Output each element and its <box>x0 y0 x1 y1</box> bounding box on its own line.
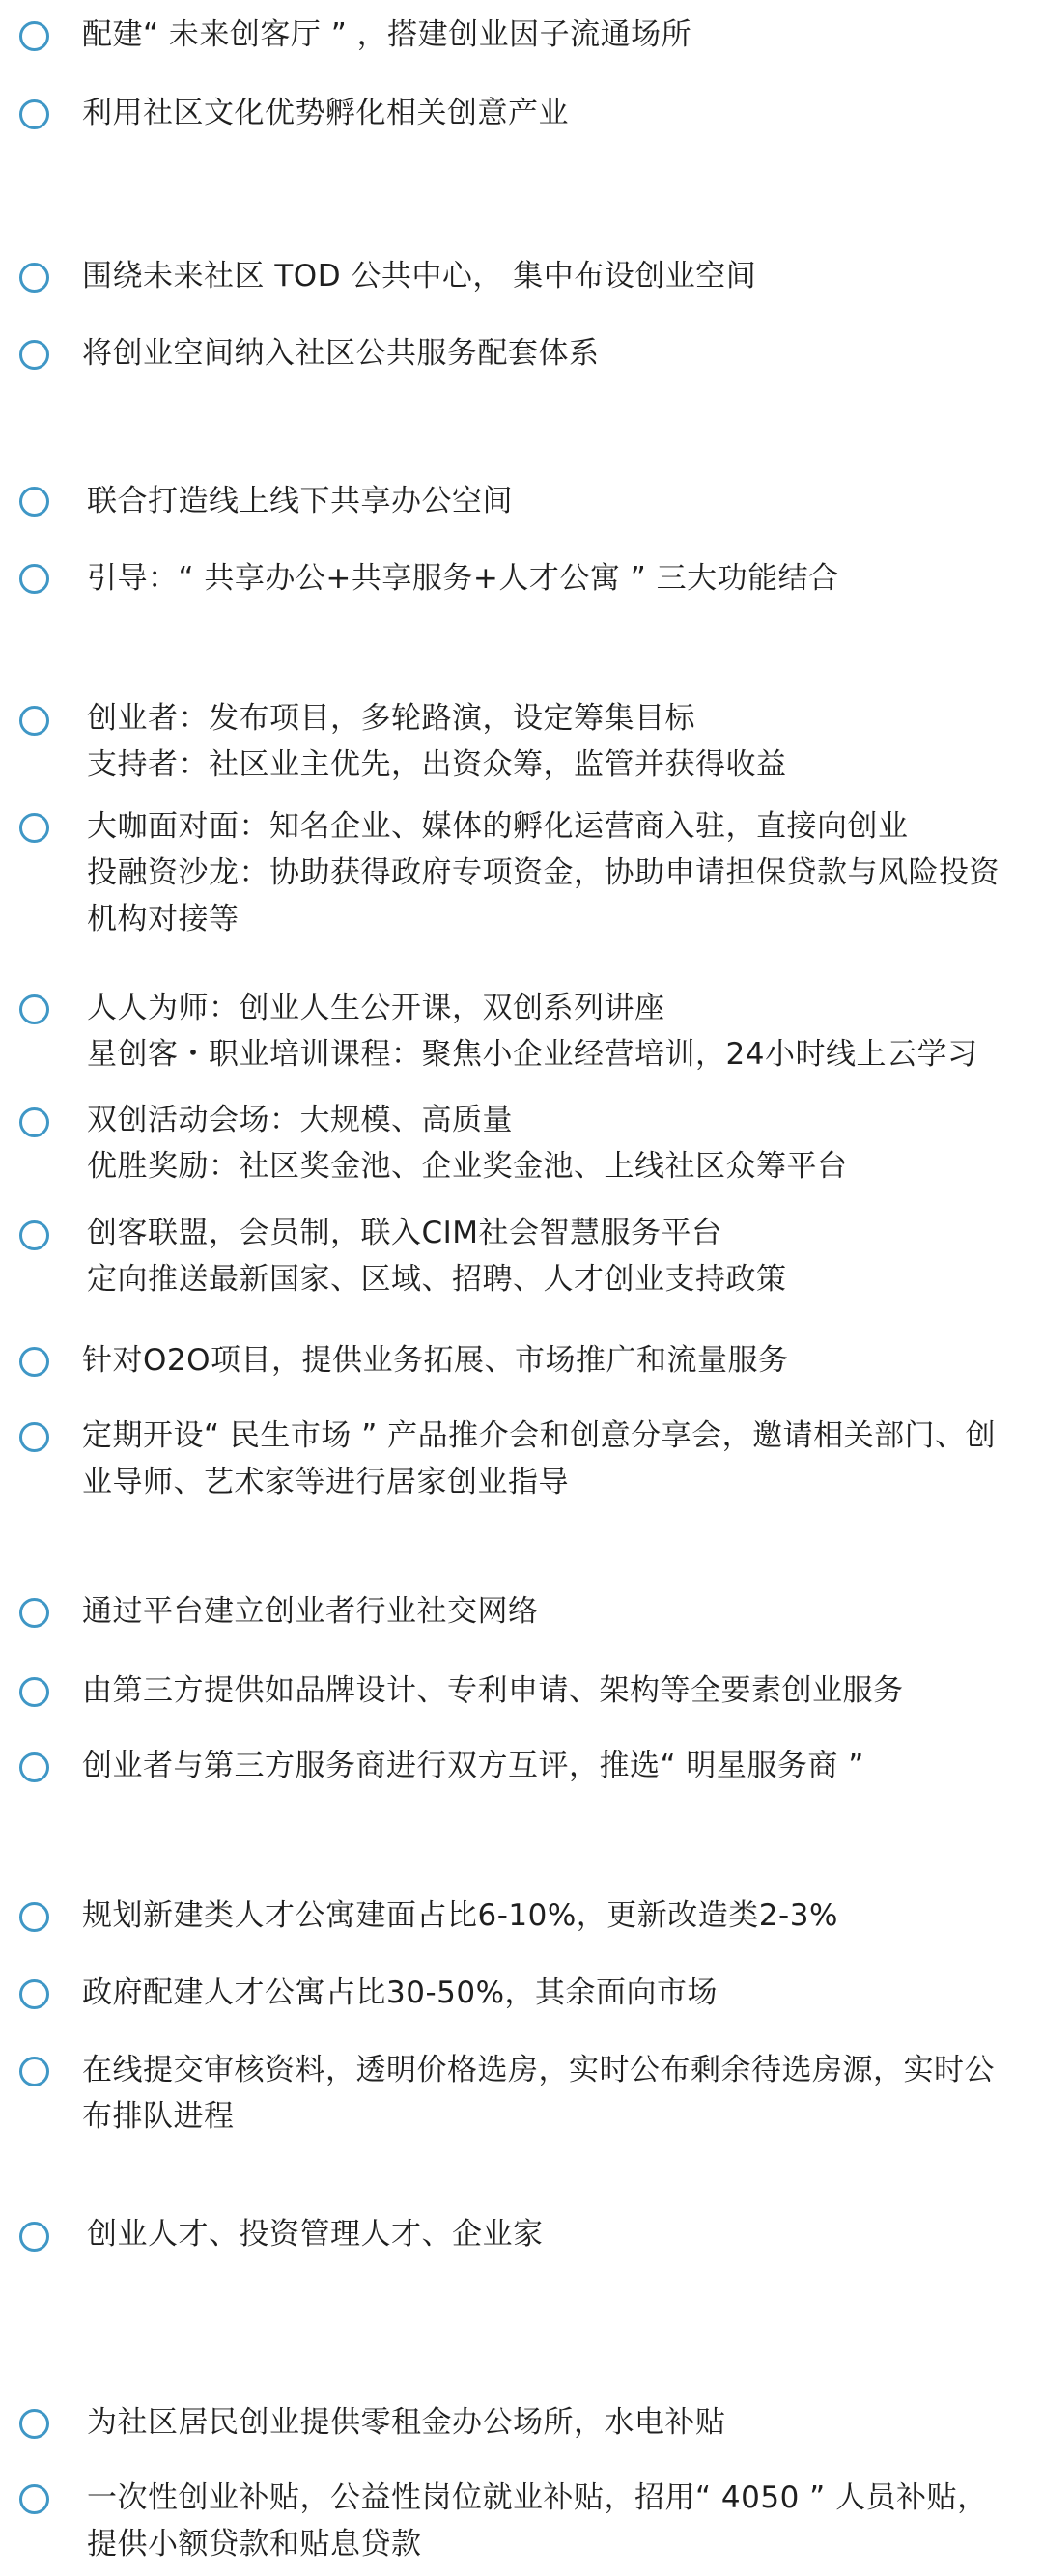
item-text-line: 优胜奖励：社区奖金池、企业奖金池、上线社区众筹平台 <box>87 1149 848 1184</box>
item-text <box>82 90 1033 136</box>
checkbox-circle-icon[interactable] <box>19 2409 49 2439</box>
item-text <box>87 803 1038 942</box>
checkbox-circle-icon[interactable] <box>19 99 49 129</box>
item-text <box>87 1097 1038 1190</box>
checkbox-circle-icon[interactable] <box>19 1422 49 1452</box>
item-text-line: 围绕未来社区 TOD 公共中心， 集中布设创业空间 <box>82 259 757 294</box>
checkbox-circle-icon[interactable] <box>19 2057 49 2086</box>
item-text <box>82 253 1033 299</box>
item-text <box>82 1667 1033 1714</box>
checkbox-circle-icon[interactable] <box>19 1220 49 1250</box>
item-text <box>87 695 1038 788</box>
item-text-line: 星创客・职业培训课程：聚焦小企业经营培训，24小时线上云学习 <box>87 1037 978 1072</box>
item-text-line: 创业人才、投资管理人才、企业家 <box>87 2217 544 2252</box>
checkbox-circle-icon[interactable] <box>19 263 49 293</box>
checkbox-circle-icon[interactable] <box>19 564 49 594</box>
item-text-line: 为社区居民创业提供零租金办公场所，水电补贴 <box>87 2405 726 2440</box>
checkbox-circle-icon[interactable] <box>19 1598 49 1628</box>
item-text-line: 通过平台建立创业者行业社交网络 <box>82 1594 539 1629</box>
item-text-line: 一次性创业补贴，公益性岗位就业补贴，招用“ 4050 ” 人员补贴， <box>87 2480 988 2515</box>
item-text-line: 人人为师：创业人生公开课，双创系列讲座 <box>87 991 665 1025</box>
item-text <box>82 1588 1033 1635</box>
item-text <box>82 330 1033 377</box>
checkbox-circle-icon[interactable] <box>19 340 49 370</box>
item-text <box>87 555 1038 602</box>
item-text-line: 投融资沙龙：协助获得政府专项资金，协助申请担保贷款与风险投资 <box>87 855 1000 890</box>
item-text <box>82 2047 1033 2140</box>
item-text <box>82 1337 1033 1384</box>
item-text-line: 将创业空间纳入社区公共服务配套体系 <box>82 336 600 371</box>
checkbox-circle-icon[interactable] <box>19 1752 49 1782</box>
item-text-line: 业导师、艺术家等进行居家创业指导 <box>82 1465 569 1499</box>
item-text-line: 机构对接等 <box>87 902 240 937</box>
checkbox-circle-icon[interactable] <box>19 1677 49 1707</box>
item-text <box>82 1413 1033 1505</box>
checkbox-circle-icon[interactable] <box>19 2222 49 2252</box>
checkbox-circle-icon[interactable] <box>19 1347 49 1377</box>
item-text-line: 创客联盟，会员制，联入CIM社会智慧服务平台 <box>87 1216 722 1250</box>
checkbox-circle-icon[interactable] <box>19 2484 49 2514</box>
item-text <box>87 478 1038 524</box>
checkbox-circle-icon[interactable] <box>19 1107 49 1137</box>
item-text-line: 利用社区文化优势孵化相关创意产业 <box>82 96 569 130</box>
item-text-line: 由第三方提供如品牌设计、专利申请、架构等全要素创业服务 <box>82 1673 904 1708</box>
item-text-line: 创业者：发布项目，多轮路演，设定筹集目标 <box>87 701 695 736</box>
item-text-line: 配建“ 未来创客厅 ” ，搭建创业因子流通场所 <box>82 17 692 52</box>
item-text-line: 双创活动会场：大规模、高质量 <box>87 1103 513 1137</box>
item-text-line: 定向推送最新国家、区域、招聘、人才创业支持政策 <box>87 1262 787 1297</box>
checkbox-circle-icon[interactable] <box>19 1979 49 2009</box>
item-text-line: 大咖面对面：知名企业、媒体的孵化运营商入驻，直接向创业 <box>87 809 909 844</box>
item-text-line: 引导：“ 共享办公+共享服务+人才公寓 ” 三大功能结合 <box>87 561 839 596</box>
item-text-line: 政府配建人才公寓占比30-50%，其余面向市场 <box>82 1975 719 2010</box>
item-text-line: 规划新建类人才公寓建面占比6-10%，更新改造类2-3% <box>82 1898 838 1933</box>
item-text-line: 针对O2O项目，提供业务拓展、市场推广和流量服务 <box>82 1343 789 1378</box>
item-text-line: 提供小额贷款和贴息贷款 <box>87 2527 422 2562</box>
checkbox-circle-icon[interactable] <box>19 813 49 843</box>
checkbox-circle-icon[interactable] <box>19 21 49 51</box>
checkbox-circle-icon[interactable] <box>19 706 49 736</box>
item-text-line: 联合打造线上线下共享办公空间 <box>87 484 513 518</box>
item-text-line: 创业者与第三方服务商进行双方互评，推选“ 明星服务商 ” <box>82 1749 864 1783</box>
item-text-line: 在线提交审核资料，透明价格选房，实时公布剩余待选房源，实时公 <box>82 2053 995 2087</box>
checkbox-circle-icon[interactable] <box>19 994 49 1024</box>
item-text-line: 支持者：社区业主优先，出资众筹，监管并获得收益 <box>87 747 787 782</box>
item-text <box>87 1210 1038 1302</box>
item-text <box>87 2211 1038 2257</box>
item-text <box>87 2475 1038 2567</box>
item-text <box>82 1970 1033 2016</box>
item-text-line: 定期开设“ 民生市场 ” 产品推介会和创意分享会，邀请相关部门、创 <box>82 1418 997 1453</box>
checkbox-circle-icon[interactable] <box>19 487 49 517</box>
item-text <box>82 1743 1033 1789</box>
item-text <box>87 2399 1038 2446</box>
item-text <box>82 1892 1033 1939</box>
item-text-line: 布排队进程 <box>82 2099 235 2134</box>
item-text <box>82 12 1033 58</box>
checkbox-circle-icon[interactable] <box>19 1902 49 1932</box>
item-text <box>87 985 1038 1078</box>
